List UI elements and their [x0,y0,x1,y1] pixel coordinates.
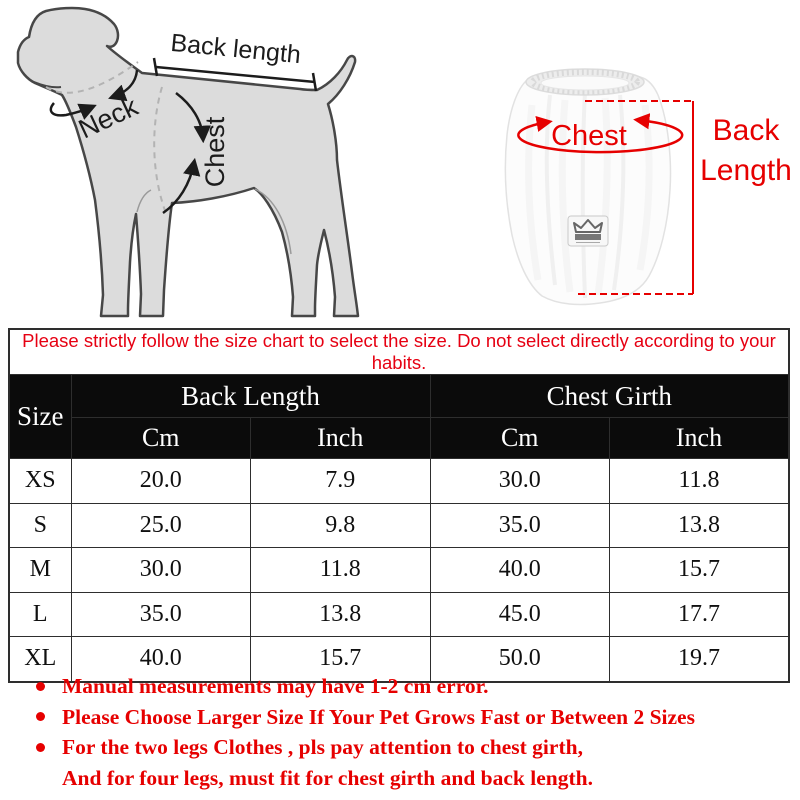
cell-back-cm: 20.0 [71,459,251,504]
sweater-image [505,69,670,305]
cell-chest-cm: 30.0 [430,459,610,504]
dog-measurement-diagram [0,0,400,330]
cell-chest-cm: 40.0 [430,548,610,593]
bullet-icon [36,743,45,752]
cell-back-inch: 9.8 [251,503,431,548]
table-row [9,592,789,637]
subheader-chest-inch: Inch [610,418,790,459]
cell-size: XL [9,637,71,682]
header-chest-girth: Chest Girth [430,375,789,418]
note-text: And for four legs, must fit for chest girth and back length. [62,765,593,790]
cell-chest-inch: 13.8 [610,503,790,548]
cell-chest-cm: 35.0 [430,503,610,548]
sweater-collar [526,69,644,95]
dog-neck-label: Neck [73,91,143,145]
table-subheader-row [9,418,789,459]
cell-size: L [9,592,71,637]
garment-chest-label: Chest [551,120,627,152]
cell-size: M [9,548,71,593]
measurement-notes [36,675,784,797]
dog-chest-label: Chest [200,116,230,188]
subheader-back-cm: Cm [71,418,251,459]
cell-back-inch: 15.7 [251,637,431,682]
cell-chest-inch: 11.8 [610,459,790,504]
garment-back-length-label-line1: Back [712,114,780,147]
table-header-row [9,375,789,418]
cell-chest-cm: 50.0 [430,637,610,682]
subheader-back-inch: Inch [251,418,431,459]
cell-back-inch: 13.8 [251,592,431,637]
bullet-icon [36,682,45,691]
garment-back-length-label-line2: Length [700,154,792,187]
header-size: Size [9,375,71,459]
note-line [36,736,784,758]
cell-back-inch: 7.9 [251,459,431,504]
cell-back-inch: 11.8 [251,548,431,593]
table-row [9,503,789,548]
header-back-length: Back Length [71,375,430,418]
bullet-icon [36,712,45,721]
cell-chest-cm: 45.0 [430,592,610,637]
cell-chest-inch: 19.7 [610,637,790,682]
cell-back-cm: 30.0 [71,548,251,593]
size-chart-table [8,328,790,683]
note-text: Manual measurements may have 1-2 cm error. [62,674,489,698]
size-chart-notice: Please strictly follow the size chart to select the size. Do not select directly according to your habits. [9,329,789,375]
note-line-continuation [36,767,784,789]
cell-size: XS [9,459,71,504]
note-text: Please Choose Larger Size If Your Pet Grows Fast or Between 2 Sizes [62,704,695,729]
table-notice-row [9,329,789,375]
dog-back-length-label: Back length [169,28,303,70]
subheader-chest-cm: Cm [430,418,610,459]
cell-chest-inch: 17.7 [610,592,790,637]
note-line [36,675,784,697]
cell-back-cm: 35.0 [71,592,251,637]
cell-chest-inch: 15.7 [610,548,790,593]
table-row [9,548,789,593]
note-text: For the two legs Clothes , pls pay attention to chest girth, [62,735,583,759]
cell-back-cm: 40.0 [71,637,251,682]
note-line [36,706,784,728]
table-row [9,459,789,504]
garment-measurement-diagram [400,0,800,330]
cell-size: S [9,503,71,548]
crown-logo-tag [568,216,608,246]
cell-back-cm: 25.0 [71,503,251,548]
